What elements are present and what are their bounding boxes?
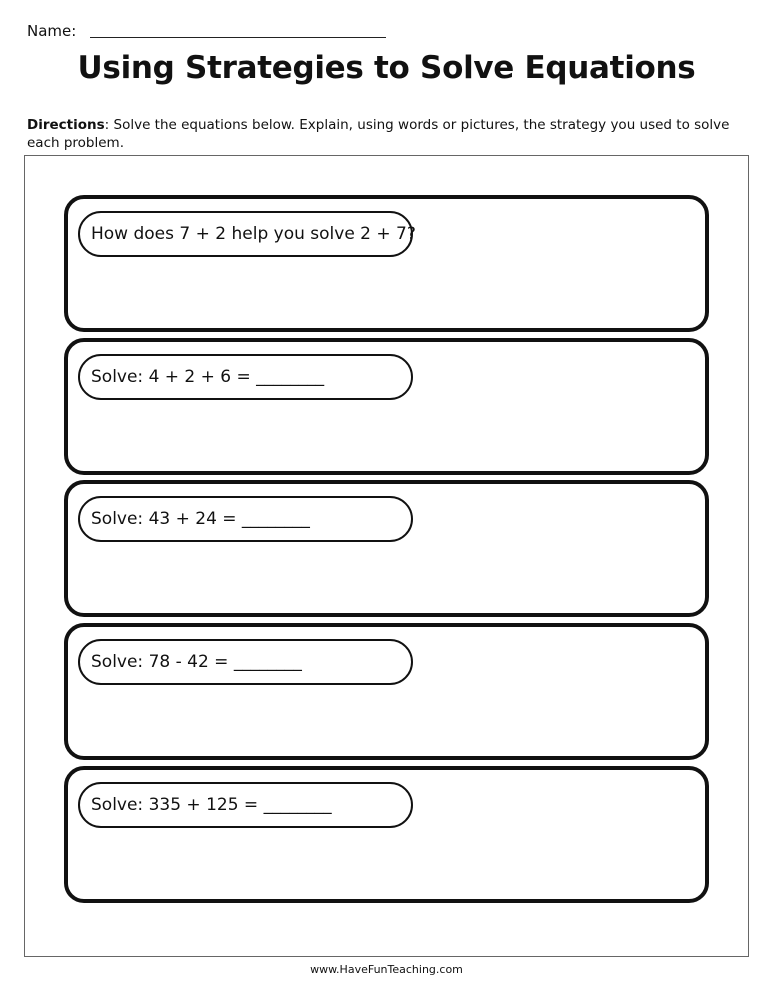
problem-box-2[interactable] bbox=[64, 338, 709, 475]
name-label: Name: bbox=[27, 22, 77, 40]
problem-prompt-4: Solve: 78 - 42 = ________ bbox=[78, 639, 413, 685]
directions bbox=[27, 116, 747, 152]
page-title: Using Strategies to Solve Equations bbox=[77, 50, 696, 86]
problem-box-3[interactable] bbox=[64, 480, 709, 617]
problem-prompt-1: How does 7 + 2 help you solve 2 + 7? bbox=[78, 211, 413, 257]
problem-prompt-5: Solve: 335 + 125 = ________ bbox=[78, 782, 413, 828]
directions-text: : Solve the equations below. Explain, using words or pictures, the strategy you used to solve each problem. bbox=[27, 117, 730, 151]
problem-prompt-3: Solve: 43 + 24 = ________ bbox=[78, 496, 413, 542]
name-write-line[interactable] bbox=[90, 37, 386, 38]
problem-box-4[interactable] bbox=[64, 623, 709, 760]
problem-box-5[interactable] bbox=[64, 766, 709, 903]
problem-prompt-2: Solve: 4 + 2 + 6 = ________ bbox=[78, 354, 413, 400]
problem-box-1[interactable] bbox=[64, 195, 709, 332]
directions-label: Directions bbox=[27, 117, 105, 133]
footer-website: www.HaveFunTeaching.com bbox=[310, 963, 463, 976]
